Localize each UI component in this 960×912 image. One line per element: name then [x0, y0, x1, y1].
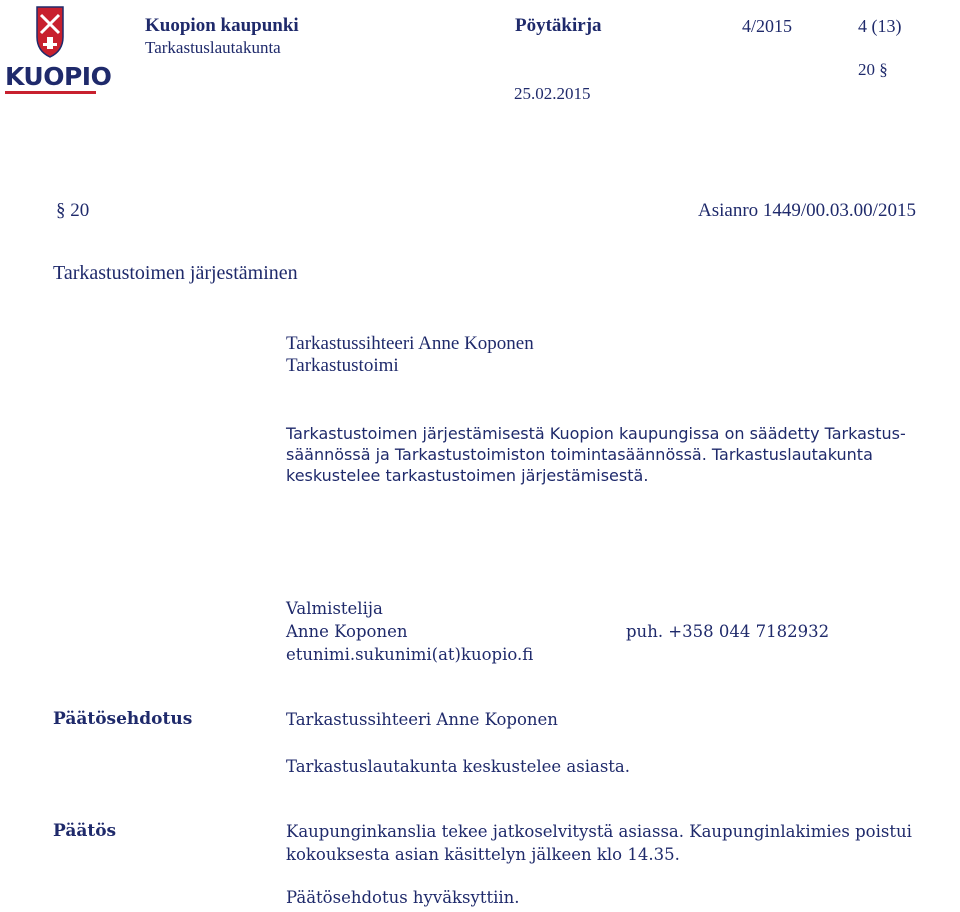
body-text-line: Tarkastustoimen järjestämisestä Kuopion kaupungissa on säädetty Tarkastus-	[286, 424, 906, 443]
preparer-phone: puh. +358 044 7182932	[626, 622, 830, 641]
preparer-email: etunimi.sukunimi(at)kuopio.fi	[286, 645, 534, 664]
agenda-item-title: Tarkastustoimen järjestäminen	[53, 262, 298, 284]
preparer-name: Anne Koponen	[286, 622, 408, 641]
board-name: Tarkastuslautakunta	[145, 38, 281, 57]
header-section-number: 20 §	[858, 60, 888, 79]
proposal-label: Päätösehdotus	[53, 709, 193, 729]
organization-name: Kuopion kaupunki	[145, 15, 299, 36]
proposal-text: Tarkastuslautakunta keskustelee asiasta.	[286, 757, 631, 776]
kuopio-logo	[3, 3, 112, 97]
presenter-unit: Tarkastustoimi	[286, 355, 399, 376]
body-text-line: säännössä ja Tarkastustoimiston toimintasäännössä. Tarkastuslautakunta	[286, 445, 873, 464]
preparer-label: Valmistelija	[286, 599, 383, 618]
document-number: 4/2015	[742, 16, 793, 36]
presenter-name: Tarkastussihteeri Anne Koponen	[286, 333, 534, 354]
document-type: Pöytäkirja	[515, 15, 602, 36]
kuopio-crest-icon	[3, 3, 112, 97]
decision-text-line: kokouksesta asian käsittelyn jälkeen klo 14.35.	[286, 845, 680, 864]
svg-text:KUOPIO: KUOPIO	[5, 62, 112, 91]
decision-text-line: Kaupunginkanslia tekee jatkoselvitystä asiassa. Kaupunginlakimies poistui	[286, 822, 912, 841]
decision-result: Päätösehdotus hyväksyttiin.	[286, 888, 520, 907]
meeting-date: 25.02.2015	[514, 84, 591, 103]
body-text-line: keskustelee tarkastustoimen järjestämisestä.	[286, 466, 649, 485]
decision-label: Päätös	[53, 821, 117, 841]
case-number: Asianro 1449/00.03.00/2015	[698, 200, 916, 221]
section-number: § 20	[56, 200, 90, 221]
proposal-presenter: Tarkastussihteeri Anne Koponen	[286, 710, 558, 729]
page-number: 4 (13)	[858, 16, 902, 36]
